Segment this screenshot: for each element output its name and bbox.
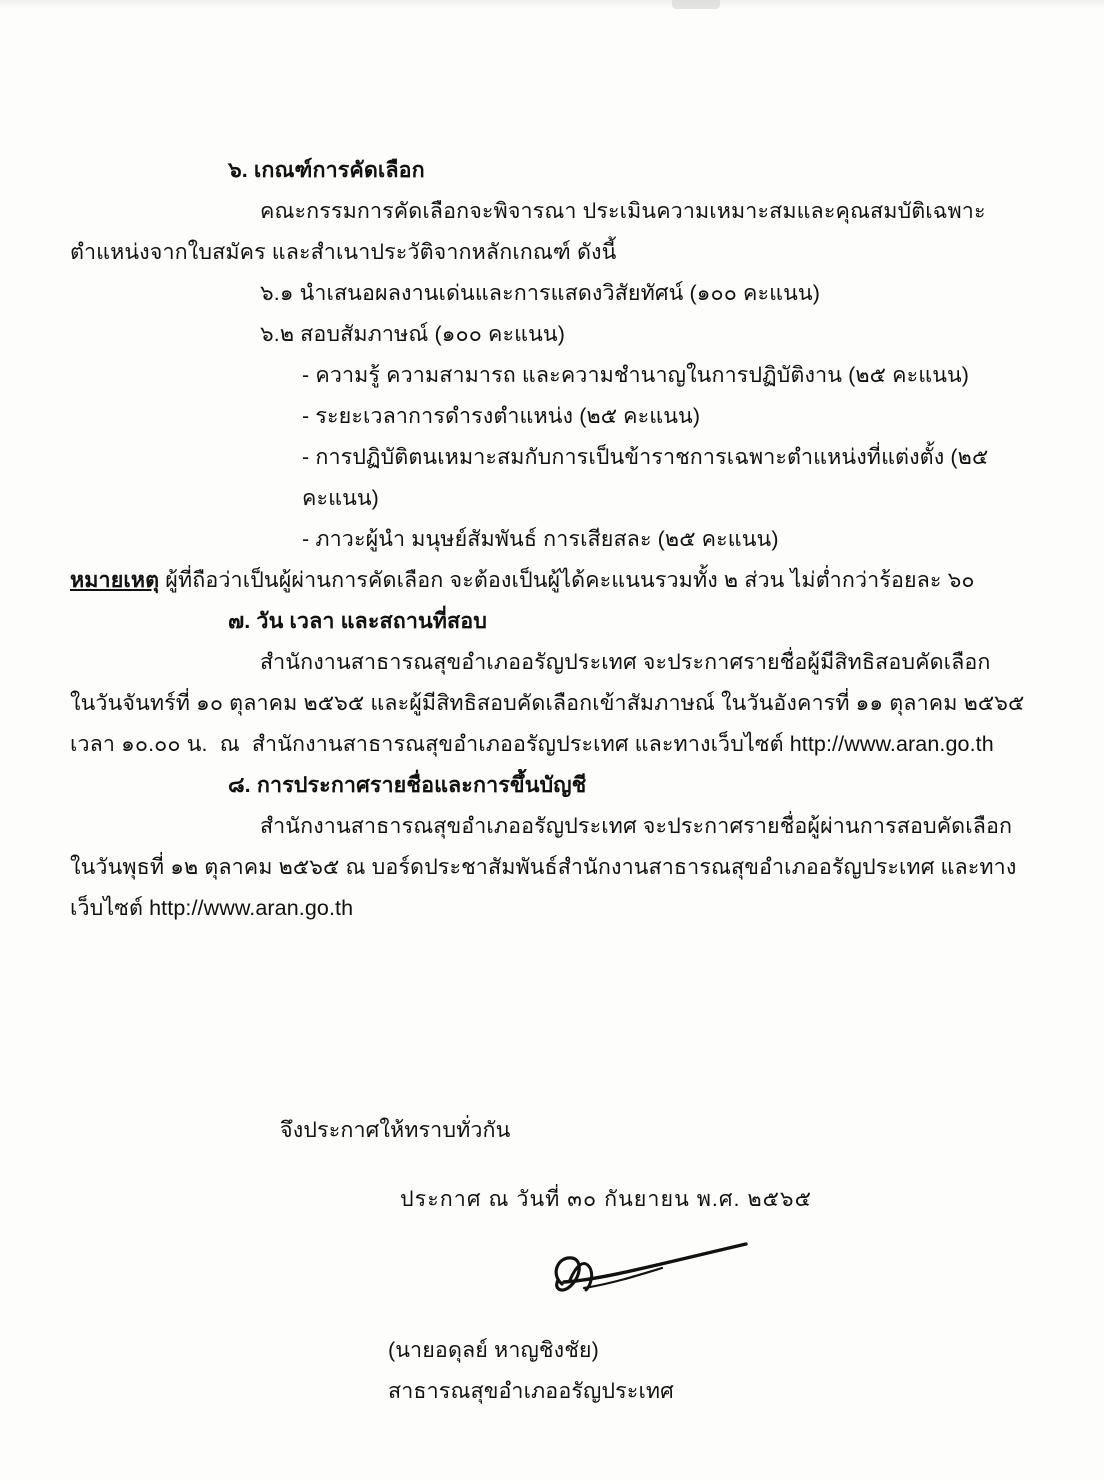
note-text: ผู้ที่ถือว่าเป็นผู้ผ่านการคัดเลือก จะต้องเป็นผู้ได้คะแนนรวมทั้ง ๒ ส่วน ไม่ต่ำกว่าร้อยละ ๖๐ [159,568,975,592]
signer-name: (นายอดุลย์ หาญชิงชัย) [388,1338,599,1362]
criteria-subitem-4: - ภาวะผู้นำ มนุษย์สัมพันธ์ การเสียสละ (๒๕ คะแนน) [302,527,779,551]
announcement-paragraph-2: ในวันพุธที่ ๑๒ ตุลาคม ๒๕๖๕ ณ บอร์ดประชาสัมพันธ์สำนักงานสาธารณสุขอำเภออรัญประเทศ และทาง [70,855,1017,879]
page-top-edge [0,0,1104,8]
criteria-paragraph-1: คณะกรรมการคัดเลือกจะพิจารณา ประเมินความเหมาะสมและคุณสมบัติเฉพาะ [260,199,986,223]
signature-block [70,1110,1030,1412]
exam-paragraph-1: สำนักงานสาธารณสุขอำเภออรัญประเทศ จะประกาศรายชื่อผู้มีสิทธิสอบคัดเลือก [260,650,991,674]
signature-mark [70,1220,1030,1330]
criteria-item-1: ๖.๑ นำเสนอผลงานเด่นและการแสดงวิสัยทัศน์ (๑๐๐ คะแนน) [260,281,820,305]
section-heading-announcement: ๘. การประกาศรายชื่อและการขึ้นบัญชี [228,773,587,797]
note-label: หมายเหตุ [70,568,160,592]
section-heading-criteria: ๖. เกณฑ์การคัดเลือก [228,158,425,182]
exam-paragraph-2: ในวันจันทร์ที่ ๑๐ ตุลาคม ๒๕๖๕ และผู้มีสิทธิสอบคัดเลือกเข้าสัมภาษณ์ ในวันอังคารที่ ๑๑ ตุลาคม ๒๕๖๕ [70,691,1025,715]
announcement-paragraph-1: สำนักงานสาธารณสุขอำเภออรัญประเทศ จะประกาศรายชื่อผู้ผ่านการสอบคัดเลือก [260,814,1013,838]
criteria-subitem-2: - ระยะเวลาการดำรงตำแหน่ง (๒๕ คะแนน) [302,404,701,428]
criteria-subitem-1: - ความรู้ ความสามารถ และความชำนาญในการปฏิบัติงาน (๒๕ คะแนน) [302,363,970,387]
document-body [70,150,1030,1403]
scan-artifact [672,0,720,9]
exam-paragraph-3: เวลา ๑๐.๐๐ น. ณ สำนักงานสาธารณสุขอำเภออรัญประเทศ และทางเว็บไซต์ http://www.aran.go.th [70,732,994,756]
signer-title: สาธารณสุขอำเภออรัญประเทศ [388,1379,674,1403]
announcement-paragraph-3: เว็บไซต์ http://www.aran.go.th [70,896,354,920]
criteria-subitem-3: - การปฏิบัติตนเหมาะสมกับการเป็นข้าราชการเฉพาะตำแหน่งที่แต่งตั้ง (๒๕ คะแนน) [302,445,995,510]
criteria-note [70,560,1030,601]
criteria-item-2: ๖.๒ สอบสัมภาษณ์ (๑๐๐ คะแนน) [260,322,565,346]
closing-statement: จึงประกาศให้ทราบทั่วกัน [280,1118,511,1142]
criteria-paragraph-2: ตำแหน่งจากใบสมัคร และสำเนาประวัติจากหลักเกณฑ์ ดังนี้ [70,240,617,264]
section-heading-exam-schedule: ๗. วัน เวลา และสถานที่สอบ [228,609,488,633]
announcement-date: ประกาศ ณ วันที่ ๓๐ กันยายน พ.ศ. ๒๕๖๕ [400,1187,812,1211]
